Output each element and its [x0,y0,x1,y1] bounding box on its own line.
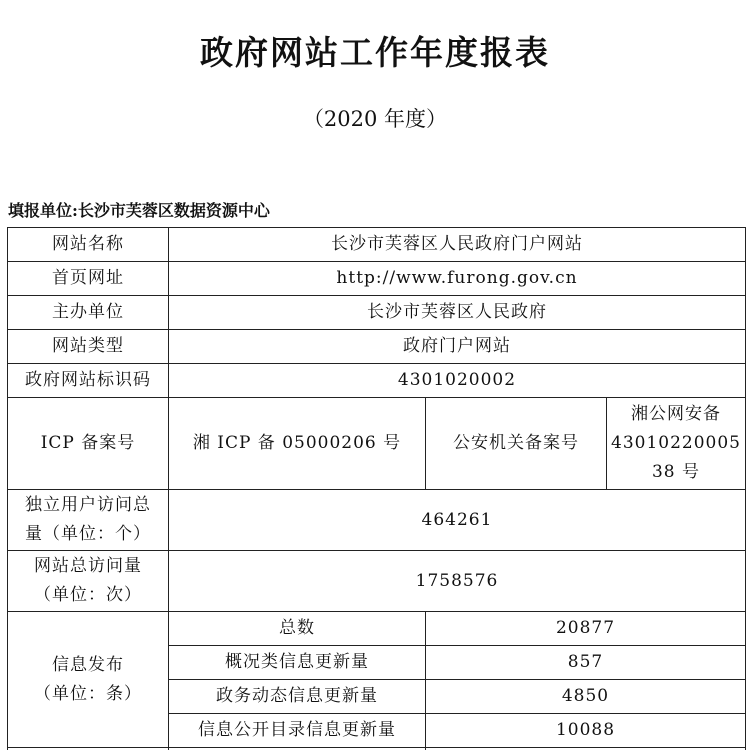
info-row-value: 10088 [426,714,746,748]
unique-visitors-label-line: 量（单位：个） [25,524,151,544]
page-title: 政府网站工作年度报表 [200,33,550,72]
table-row [8,612,746,646]
info-row-label: 信息公开目录信息更新量 [169,714,426,748]
site-name-value: 长沙市芙蓉区人民政府门户网站 [169,228,746,262]
total-visits-label-line: 网站总访问量 [34,556,142,576]
info-release-label [8,612,169,748]
table-row [8,228,746,262]
total-visits-value: 1758576 [169,551,746,612]
unique-visitors-label-line: 独立用户访问总 [25,495,151,515]
info-release-label-line: （单位：条） [34,683,142,704]
table-row [8,262,746,296]
total-visits-label [8,551,169,612]
filling-unit-label: 填报单位: [8,201,78,220]
table-row [8,551,746,612]
site-name-label: 网站名称 [8,228,169,262]
info-row-label: 总数 [169,612,426,646]
site-type-label: 网站类型 [8,330,169,364]
sponsor-value: 长沙市芙蓉区人民政府 [169,296,746,330]
id-code-label: 政府网站标识码 [8,364,169,398]
id-code-value: 4301020002 [169,364,746,398]
table-row [8,296,746,330]
report-table [7,227,746,750]
police-record-line: 湘公网安备 [631,404,721,424]
info-row-label: 概况类信息更新量 [169,646,426,680]
info-release-label-line: 信息发布 [52,654,124,675]
homepage-value: http://www.furong.gov.cn [169,262,746,296]
filling-unit [8,198,270,224]
icp-value: 湘 ICP 备 05000206 号 [169,398,426,490]
police-record-line: 38 号 [651,462,701,482]
icp-label: ICP 备案号 [8,398,169,490]
table-row [8,490,746,551]
police-record-value [607,398,746,490]
sponsor-label: 主办单位 [8,296,169,330]
info-row-value: 4850 [426,680,746,714]
homepage-label: 首页网址 [8,262,169,296]
unique-visitors-label [8,490,169,551]
info-row-value: 857 [426,646,746,680]
unique-visitors-value: 464261 [169,490,746,551]
report-year: （2020 年度） [302,107,448,131]
table-row [8,398,746,490]
police-record-line: 43010220005 [611,433,741,453]
info-row-label: 政务动态信息更新量 [169,680,426,714]
total-visits-label-line: （单位：次） [34,585,142,605]
site-type-value: 政府门户网站 [169,330,746,364]
info-row-value: 20877 [426,612,746,646]
table-row [8,330,746,364]
table-row [8,364,746,398]
filling-unit-value: 长沙市芙蓉区数据资源中心 [77,201,270,220]
police-record-label: 公安机关备案号 [426,398,607,490]
